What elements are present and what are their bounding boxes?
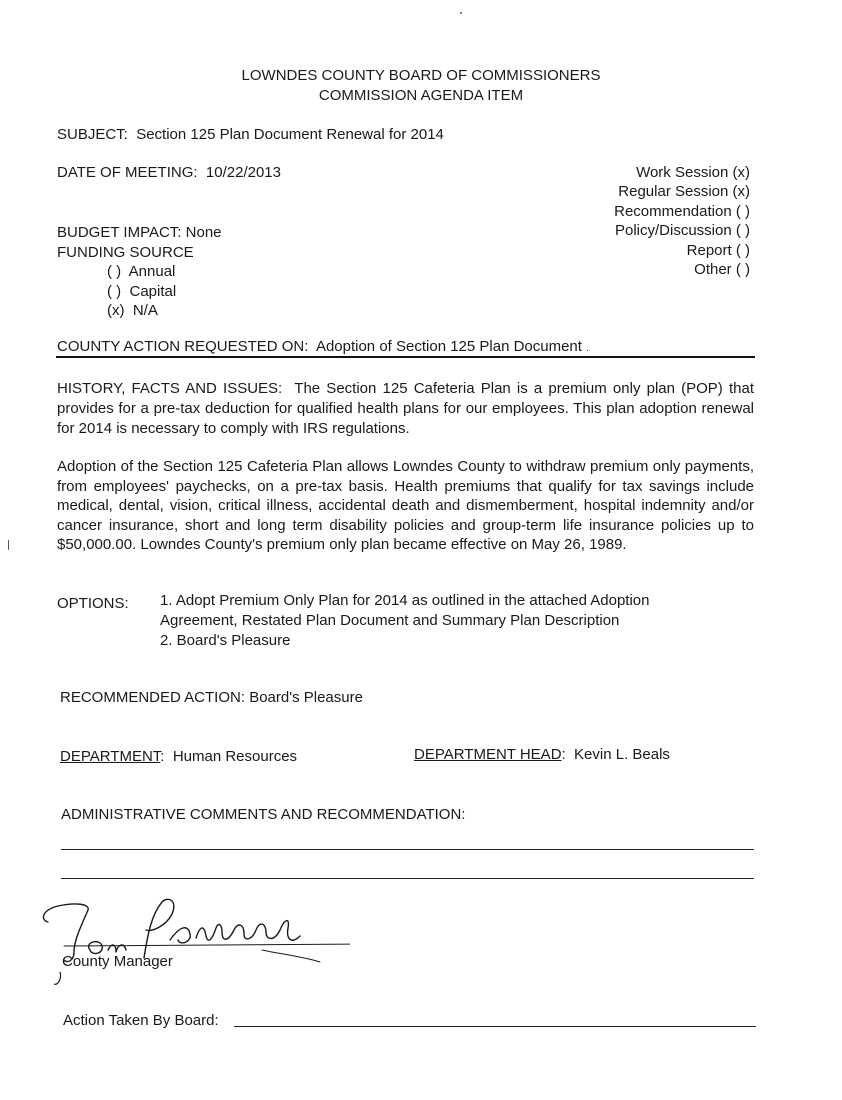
budget-impact-row [57, 223, 222, 243]
session-type-list [614, 163, 750, 279]
action-taken-line [234, 1026, 756, 1027]
department-row: DEPARTMENT: Human Resources [60, 748, 298, 765]
funding-option: (x) N/A [107, 302, 158, 319]
recommended-action-label: RECOMMENDED ACTION: [60, 689, 246, 706]
session-type-item: Other ( ) [694, 261, 750, 279]
funding-options [57, 262, 222, 321]
history-paragraph [57, 379, 754, 439]
signature-icon [30, 880, 350, 990]
action-requested-value: Adoption of Section 125 Plan Document [315, 338, 582, 355]
action-requested-trailing: . [586, 343, 589, 354]
session-type-item: Regular Session (x) [618, 183, 750, 201]
session-type-item: Work Session (x) [636, 164, 750, 181]
action-taken-label: Action Taken By Board: [63, 1012, 219, 1029]
option-item: 2. Board's Pleasure [160, 632, 291, 649]
action-requested-row [57, 338, 589, 355]
signature-title: County Manager [62, 953, 173, 970]
comment-line [61, 849, 754, 850]
comment-line [61, 878, 754, 879]
section-divider [56, 356, 755, 358]
session-type-item: Report ( ) [686, 241, 750, 259]
history-label: HISTORY, FACTS AND ISSUES: [57, 380, 283, 397]
department-value: Human Resources [172, 748, 298, 765]
scan-speck [460, 12, 462, 14]
funding-option: ( ) Annual [107, 263, 176, 280]
header-line-1: LOWNDES COUNTY BOARD OF COMMISSIONERS [241, 67, 601, 84]
session-type-item: Recommendation ( ) [614, 202, 750, 220]
options-label: OPTIONS: [57, 595, 129, 612]
subject-value: Section 125 Plan Document Renewal for 2014 [136, 126, 444, 143]
subject-row [57, 126, 444, 143]
budget-impact-label: BUDGET IMPACT: [57, 224, 182, 241]
department-head-value: Kevin L. Beals [574, 746, 670, 763]
recommended-action-value: Board's Pleasure [249, 689, 363, 706]
admin-comments-label: ADMINISTRATIVE COMMENTS AND RECOMMENDATION: [61, 806, 466, 823]
recommended-action-row [60, 689, 363, 706]
meeting-date-value: 10/22/2013 [205, 164, 281, 181]
document-header [0, 66, 842, 106]
budget-impact-value: None [185, 224, 222, 241]
history-text: The Section 125 Cafeteria Plan is a premium only plan (POP) that provides for a pre-tax deduction for qualified health plans for our employees. This plan adoption renewal for 2014 is necessary to comply with IRS regulations. [57, 380, 754, 437]
meeting-date-label: DATE OF MEETING: [57, 164, 198, 181]
department-label: DEPARTMENT [60, 748, 161, 765]
funding-option: ( ) Capital [107, 282, 177, 300]
options-list [160, 591, 720, 651]
scan-speck [8, 540, 9, 550]
action-requested-label: COUNTY ACTION REQUESTED ON: [57, 338, 309, 355]
adoption-paragraph: Adoption of the Section 125 Cafeteria Plan allows Lowndes County to withdraw premium only payments, from employees' paychecks, on a pre-tax basis. Health premiums that qualify for tax savings include medical, dental, vision, critical illness, accidental death and dismemberment, hospital indemnity and/or cancer insurance, short and long term disability policies and group-term life insurance policies up to $50,000.00. Lowndes County's premium only plan became effective on May 26, 1989. [57, 458, 754, 554]
department-head-row: DEPARTMENT HEAD: Kevin L. Beals [414, 746, 670, 763]
subject-label: SUBJECT: [57, 126, 128, 143]
option-item: 1. Adopt Premium Only Plan for 2014 as outlined in the attached Adoption Agreement, Restated Plan Document and Summary Plan Description [160, 592, 650, 629]
funding-source-label: FUNDING SOURCE [57, 243, 194, 261]
department-head-label: DEPARTMENT HEAD [414, 746, 562, 763]
budget-funding-block [57, 223, 222, 321]
session-type-item: Policy/Discussion ( ) [614, 222, 750, 240]
meeting-date-row [57, 164, 281, 181]
header-line-2: COMMISSION AGENDA ITEM [318, 87, 524, 104]
